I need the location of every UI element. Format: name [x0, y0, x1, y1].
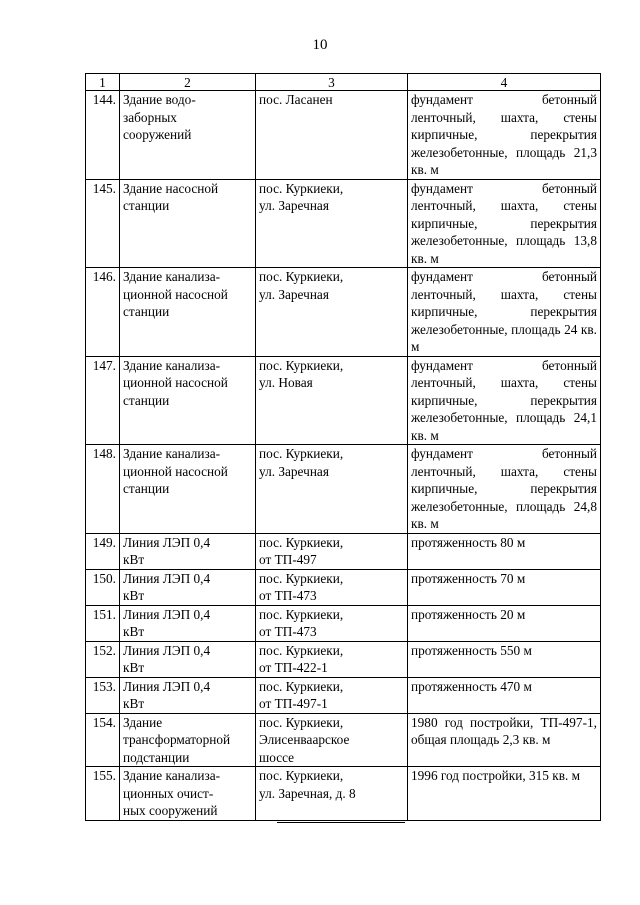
object-name-line: кВт — [123, 552, 145, 567]
location-line: пос. Куркиеки, — [259, 446, 344, 461]
row-number: 151. — [86, 605, 120, 641]
property-table — [85, 73, 601, 821]
column-header: 1 — [86, 74, 120, 91]
description-cell: фундамент бетонный ленточный, шахта, стены кирпичные, перекрытия железобетонные, площадь 24,8 кв. м — [408, 445, 601, 534]
location-line: ул. Заречная, д. 8 — [259, 785, 356, 801]
location-cell — [256, 91, 408, 180]
object-name-line: ционных очист- — [123, 785, 214, 801]
object-name-cell — [120, 179, 256, 268]
description-cell: фундамент бетонный ленточный, шахта, стены кирпичные, перекрытия железобетонные, площадь 21,3 кв. м — [408, 91, 601, 180]
location-cell — [256, 179, 408, 268]
description-cell: протяженность 550 м — [408, 641, 601, 677]
object-name-line: сооружений — [123, 127, 192, 142]
table-row — [86, 767, 601, 821]
object-name-line: кВт — [123, 588, 145, 603]
table-row — [86, 713, 601, 767]
object-name-line: станции — [123, 392, 170, 408]
object-name-line: Здание — [123, 714, 163, 730]
location-line: ул. Заречная — [259, 286, 329, 302]
table-row — [86, 268, 601, 357]
location-line: шоссе — [259, 749, 295, 765]
description-cell: протяженность 470 м — [408, 677, 601, 713]
table-row — [86, 677, 601, 713]
row-number: 153. — [86, 677, 120, 713]
location-line: пос. Ласанен — [259, 92, 333, 107]
object-name-cell — [120, 605, 256, 641]
table-row — [86, 91, 601, 180]
object-name-line: кВт — [123, 624, 145, 639]
location-line: пос. Куркиеки, — [259, 678, 344, 694]
object-name-cell — [120, 268, 256, 357]
row-number: 145. — [86, 179, 120, 268]
table-row — [86, 605, 601, 641]
object-name-line: Линия ЛЭП 0,4 — [123, 642, 211, 658]
page-number: 10 — [312, 37, 328, 53]
location-line: от ТП-422-1 — [259, 660, 328, 675]
description-cell: фундамент бетонный ленточный, шахта, стены кирпичные, перекрытия железобетонные, площадь 24 кв. м — [408, 268, 601, 357]
location-line: от ТП-497-1 — [259, 696, 328, 711]
object-name-cell — [120, 767, 256, 821]
object-name-line: Здание канализа- — [123, 768, 221, 783]
location-cell — [256, 445, 408, 534]
description-cell: фундамент бетонный ленточный, шахта, стены кирпичные, перекрытия железобетонные, площадь 13,8 кв. м — [408, 179, 601, 268]
row-number: 149. — [86, 533, 120, 569]
object-name-line: ных сооружений — [123, 803, 218, 818]
location-line: пос. Куркиеки, — [259, 642, 344, 658]
location-line: ул. Заречная — [259, 463, 329, 479]
location-cell — [256, 713, 408, 767]
object-name-line: Линия ЛЭП 0,4 — [123, 678, 211, 694]
description-cell: 1980 год постройки, ТП-497-1, общая площадь 2,3 кв. м — [408, 713, 601, 767]
object-name-cell — [120, 91, 256, 180]
table-header-row — [86, 74, 601, 91]
location-line: пос. Куркиеки, — [259, 180, 344, 196]
object-name-line: ционной насосной — [123, 463, 228, 479]
table-row — [86, 356, 601, 445]
location-cell — [256, 641, 408, 677]
object-name-line: кВт — [123, 696, 145, 711]
location-line: пос. Куркиеки, — [259, 534, 344, 550]
footer-rule — [277, 822, 405, 823]
location-cell — [256, 677, 408, 713]
location-cell — [256, 767, 408, 821]
object-name-cell — [120, 641, 256, 677]
object-name-line: станции — [123, 481, 170, 496]
row-number: 152. — [86, 641, 120, 677]
table-row — [86, 533, 601, 569]
table-row — [86, 641, 601, 677]
object-name-line: станции — [123, 304, 170, 319]
object-name-cell — [120, 356, 256, 445]
description-cell: фундамент бетонный ленточный, шахта, стены кирпичные, перекрытия железобетонные, площадь 24,1 кв. м — [408, 356, 601, 445]
row-number: 150. — [86, 569, 120, 605]
table-row — [86, 569, 601, 605]
location-line: пос. Куркиеки, — [259, 714, 344, 730]
object-name-line: Здание канализа- — [123, 357, 221, 373]
location-line: пос. Куркиеки, — [259, 768, 344, 783]
object-name-cell — [120, 713, 256, 767]
description-cell: 1996 год постройки, 315 кв. м — [408, 767, 601, 821]
object-name-line: Здание канализа- — [123, 446, 221, 461]
object-name-cell — [120, 445, 256, 534]
object-name-line: станции — [123, 198, 170, 213]
location-cell — [256, 533, 408, 569]
object-name-cell — [120, 533, 256, 569]
location-cell — [256, 356, 408, 445]
object-name-line: ционной насосной — [123, 286, 228, 302]
location-line: Элисенваарское — [259, 732, 350, 747]
location-line: от ТП-473 — [259, 624, 317, 639]
location-cell — [256, 268, 408, 357]
row-number: 146. — [86, 268, 120, 357]
object-name-line: Линия ЛЭП 0,4 — [123, 606, 211, 622]
object-name-line: трансформаторной — [123, 732, 231, 747]
location-line: пос. Куркиеки, — [259, 606, 344, 622]
description-cell: протяженность 80 м — [408, 533, 601, 569]
object-name-line: кВт — [123, 660, 145, 675]
object-name-line: Здание водо- — [123, 92, 196, 107]
object-name-line: ционной насосной — [123, 375, 228, 390]
object-name-line: Линия ЛЭП 0,4 — [123, 534, 211, 550]
row-number: 155. — [86, 767, 120, 821]
object-name-line: заборных — [123, 109, 177, 125]
location-line: ул. Новая — [259, 375, 313, 390]
row-number: 154. — [86, 713, 120, 767]
object-name-line: подстанции — [123, 749, 190, 765]
column-header: 3 — [256, 74, 408, 91]
row-number: 144. — [86, 91, 120, 180]
location-line: от ТП-497 — [259, 552, 317, 567]
object-name-cell — [120, 569, 256, 605]
description-cell: протяженность 20 м — [408, 605, 601, 641]
description-cell: протяженность 70 м — [408, 569, 601, 605]
object-name-cell — [120, 677, 256, 713]
object-name-line: Здание канализа- — [123, 269, 221, 284]
object-name-line: Здание насосной — [123, 180, 219, 196]
location-cell — [256, 605, 408, 641]
column-header: 4 — [408, 74, 601, 91]
table-row — [86, 445, 601, 534]
location-cell — [256, 569, 408, 605]
column-header: 2 — [120, 74, 256, 91]
object-name-line: Линия ЛЭП 0,4 — [123, 570, 211, 586]
location-line: от ТП-473 — [259, 588, 317, 603]
location-line: пос. Куркиеки, — [259, 570, 344, 586]
table-row — [86, 179, 601, 268]
location-line: ул. Заречная — [259, 198, 329, 213]
location-line: пос. Куркиеки, — [259, 357, 344, 373]
row-number: 147. — [86, 356, 120, 445]
location-line: пос. Куркиеки, — [259, 269, 344, 284]
row-number: 148. — [86, 445, 120, 534]
